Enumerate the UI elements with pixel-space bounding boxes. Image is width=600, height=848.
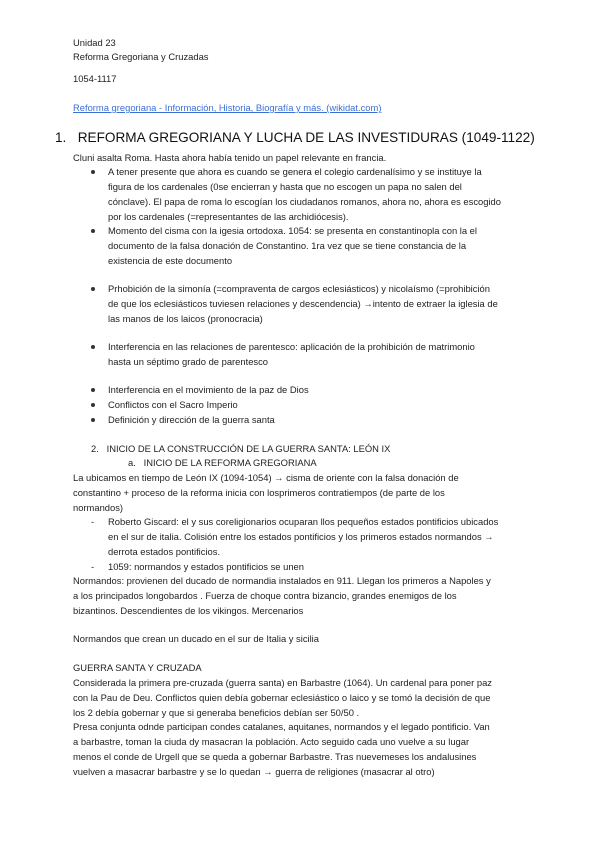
bullet-3-line-3: las manos de los laicos (pronocracia)	[108, 313, 263, 324]
dash-1-line-1: Roberto Giscard: el y sus coreligionarios ocuparan llos pequeños estados pontificios ubicados	[108, 516, 499, 527]
bullet-1-line-4: por los cardenales (=representantes de las archidiócesis).	[108, 211, 349, 222]
s3-paragraph-2-line-3: menos el conde de Urgell que se queda a gobernar Barbastre. Tras nuevemeses los andalusines	[73, 751, 477, 762]
s2-paragraph-2-line-1: Normandos: provienen del ducado de normandia instalados en 911. Llegan los primeros a Napoles y	[73, 575, 491, 586]
s2-paragraph-1-line-2: constantino + proceso de la reforma inicia con losprimeros contratiempos (de parte de los	[73, 487, 445, 498]
s2-paragraph-1-line-3: normandos)	[73, 502, 124, 513]
bullet-4-line-2: hasta un séptimo grado de parentesco	[108, 356, 269, 367]
bullet-5: Interferencia en el movimiento de la paz de Dios	[108, 384, 309, 395]
bullet-6: Conflictos con el Sacro Imperio	[108, 399, 238, 410]
bullet-3-line-2: de que los eclesiásticos tuviesen relaciones y descendencia) →intento de extraer la iglesia de	[108, 298, 498, 309]
subsection-a-title: INICIO DE LA REFORMA GREGORIANA	[143, 457, 317, 468]
date-range: 1054-1117	[73, 73, 117, 84]
dash-1-line-2: en el sur de italia. Colisión entre los estados pontificios y los primeros estados normandos →	[108, 531, 494, 542]
subsection-a-letter: a.	[128, 457, 136, 468]
section-2-number: 2.	[91, 443, 99, 454]
reference-link[interactable]: Reforma gregoriana - Información, Historia, Biografía y más. (wikidat.com)	[73, 102, 382, 113]
unit-label: Unidad 23	[73, 37, 116, 48]
bullet-icon	[91, 282, 97, 296]
section-1-title: REFORMA GREGORIANA Y LUCHA DE LAS INVESTIDURAS (1049-1122)	[77, 130, 535, 145]
s2-paragraph-1-line-1: La ubicamos en tiempo de León IX (1094-1054) → cisma de oriente con la falsa donación de	[73, 472, 459, 483]
s3-paragraph-2-line-4: vuelven a masacrar barbastre y se lo quedan → guerra de religiones (masacrar al otro)	[73, 766, 435, 777]
s2-paragraph-2-line-3: bizantinos. Descendientes de los vikingos. Mercenarios	[73, 605, 304, 616]
section-1-heading	[55, 131, 535, 145]
bullet-1-line-3: cónclave). El papa de roma lo escogían los ciudadanos romanos, ahora no, ahora es escogido	[108, 196, 501, 207]
s3-paragraph-2-line-2: a barbastre, toman la ciuda dy masacran la población. Acto seguido cada uno vuelve a su lugar	[73, 736, 470, 747]
s3-paragraph-1-line-3: los 2 debía gobernar y que si generaba beneficios debían ser 50/50 .	[73, 707, 360, 718]
bullet-3-line-1: Prhobición de la simonía (=compraventa de cargos eclesiásticos) y nicolaísmo (=prohibición	[108, 283, 490, 294]
section-1-intro: Cluni asalta Roma. Hasta ahora había tenido un papel relevante en francia.	[73, 152, 387, 163]
dash-1-line-3: derrota estados pontificios.	[108, 546, 221, 557]
bullet-icon	[91, 224, 97, 238]
bullet-7: Definición y dirección de la guerra santa	[108, 414, 275, 425]
dash-icon: -	[91, 561, 95, 572]
bullet-1-line-2: figura de los cardenales (0se encierran y hasta que no escogen un papa no salen del	[108, 181, 462, 192]
s3-paragraph-2-line-1: Presa conjunta odnde participan condes catalanes, aquitanes, normandos y el legado pontificio. Van	[73, 721, 490, 732]
s3-paragraph-1-line-1: Considerada la primera pre-cruzada (guerra santa) en Barbastre (1064). Un cardenal para poner paz	[73, 677, 492, 688]
s2-paragraph-2-line-2: a los principados longobardos . Fuerza de choque contra bizancio, grandes enemigos de los	[73, 590, 457, 601]
dash-icon: -	[91, 516, 95, 527]
subsection-a-heading	[128, 456, 317, 470]
s2-paragraph-3: Normandos que crean un ducado en el sur de Italia y sicilia	[73, 633, 319, 644]
bullet-4-line-1: Interferencia en las relaciones de parentesco: aplicación de la prohibición de matrimonio	[108, 341, 475, 352]
section-2-heading	[91, 442, 390, 456]
dash-2: 1059: normandos y estados pontificios se unen	[108, 561, 304, 572]
subtitle: Reforma Gregoriana y Cruzadas	[73, 51, 209, 62]
section-2-title: INICIO DE LA CONSTRUCCIÓN DE LA GUERRA SANTA: LEÓN IX	[106, 443, 391, 454]
bullet-2-line-3: existencia de este documento	[108, 255, 233, 266]
bullet-icon	[91, 398, 97, 412]
bullet-icon	[91, 383, 97, 397]
bullet-2-line-1: Momento del cisma con la igesia ortodoxa. 1054: se presenta en constantinopla con la el	[108, 225, 477, 236]
section-3-heading: GUERRA SANTA Y CRUZADA	[73, 662, 202, 673]
bullet-1-line-1: A tener presente que ahora es cuando se genera el colegio cardenalísimo y se instituye la	[108, 166, 482, 177]
bullet-2-line-2: documento de la falsa donación de Constantino. 1ra vez que se tiene constancia de la	[108, 240, 467, 251]
s3-paragraph-1-line-2: con la Pau de Deu. Conflictos quien debía gobernar eclesiástico o laico y se tomó la decisión de que	[73, 692, 491, 703]
section-1-number: 1.	[55, 130, 67, 145]
bullet-icon	[91, 413, 97, 427]
bullet-icon	[91, 165, 97, 179]
bullet-icon	[91, 340, 97, 354]
